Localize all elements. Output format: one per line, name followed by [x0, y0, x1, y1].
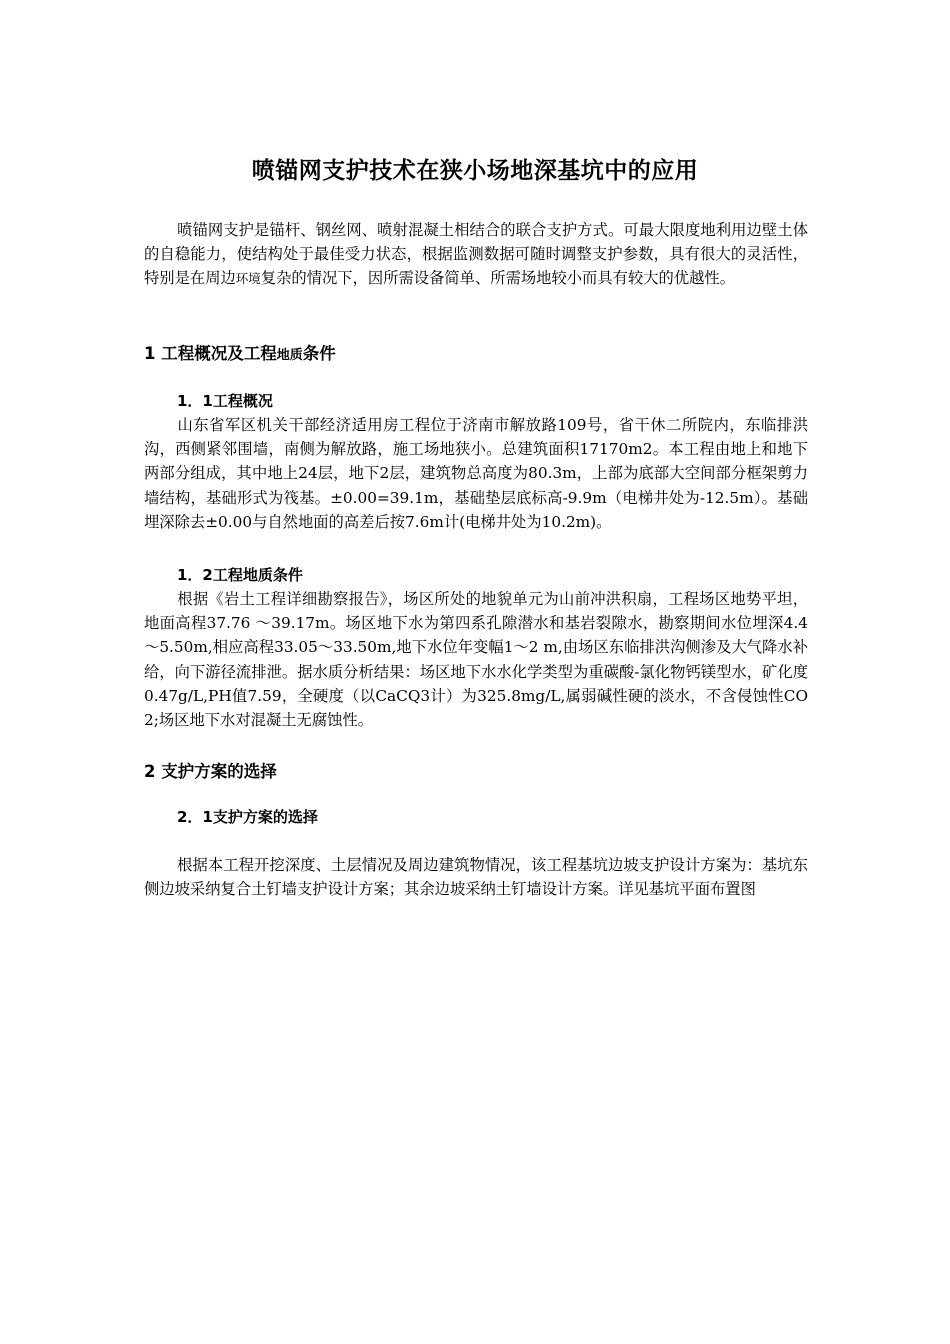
intro-text-a: 喷锚网支护是锚杆、钢丝网、喷射混凝土相结合的联合支护方式。可最大限度地利用边壁土体的自稳能力，使结构处于最佳受力状态，根据监测数据可随时调整支护参数，具有很大的灵活性，特别是在周边 — [144, 221, 808, 288]
section-1-1-text: 山东省军区机关干部经济适用房工程位于济南市解放路109号，省干休二所院内，东临排洪沟，西侧紧邻围墙，南侧为解放路，施工场地狭小。总建筑面积17170m2。本工程由地上和地下两部分组成，其中地上24层，地下2层，建筑物总高度为80.3m，上部为底部大空间部分框架剪力墙结构，基础形式为筏基。±0.00=39.1m，基础垫层底标高-9.9m（电梯井处为-12.5m）。基础埋深除去±0.00与自然地面的高差后按7.6m计(电梯井处为10.2m)。 — [144, 416, 808, 531]
section-1-2-heading: 1．2工程地质条件 — [177, 566, 303, 584]
intro-paragraph — [144, 218, 808, 292]
section-1-2-paragraph — [144, 587, 808, 732]
document-title: 喷锚网支护技术在狭小场地深基坑中的应用 — [251, 158, 699, 184]
intro-text-b: 复杂的情况下，因所需设备简单、所需场地较小而具有较大的优越性。 — [260, 269, 736, 288]
section-1-1-paragraph — [144, 413, 808, 534]
section-2-1-paragraph — [144, 853, 808, 901]
section-2-1-heading: 2．1支护方案的选择 — [177, 808, 318, 826]
section-2-1-text: 根据本工程开挖深度、土层情况及周边建筑物情况，该工程基坑边坡支护设计方案为：基坑东侧边坡采纳复合土钉墙支护设计方案；其余边坡采纳土钉墙设计方案。详见基坑平面布置图 — [144, 856, 808, 899]
intro-text-small: 环境 — [235, 271, 261, 287]
section-1-2-text: 根据《岩土工程详细勘察报告》，场区所处的地貌单元为山前冲洪积扇，工程场区地势平坦，地面高程37.76 ～39.17m。场区地下水为第四系孔隙潜水和基岩裂隙水，勘察期间水位埋深4.4～5.50m,相应高程33.05～33.50m,地下水位年变幅1～2 m,由场区东临排洪沟侧渗及大气降水补给，向下游径流排泄。据水质分析结果：场区地下水水化学类型为重碳酸-氯化物钙镁型水，矿化度0.47g/L,PH值7.59，全硬度（以CaCQ3计）为325.8mg/L,属弱碱性硬的淡水，不含侵蚀性CO2;场区地下水对混凝土无腐蚀性。 — [144, 590, 808, 730]
section-1-heading: 1 工程概况及工程地质条件 — [144, 344, 336, 363]
section-2-heading: 2 支护方案的选择 — [144, 762, 277, 781]
section-1-1-heading: 1．1工程概况 — [177, 392, 273, 410]
